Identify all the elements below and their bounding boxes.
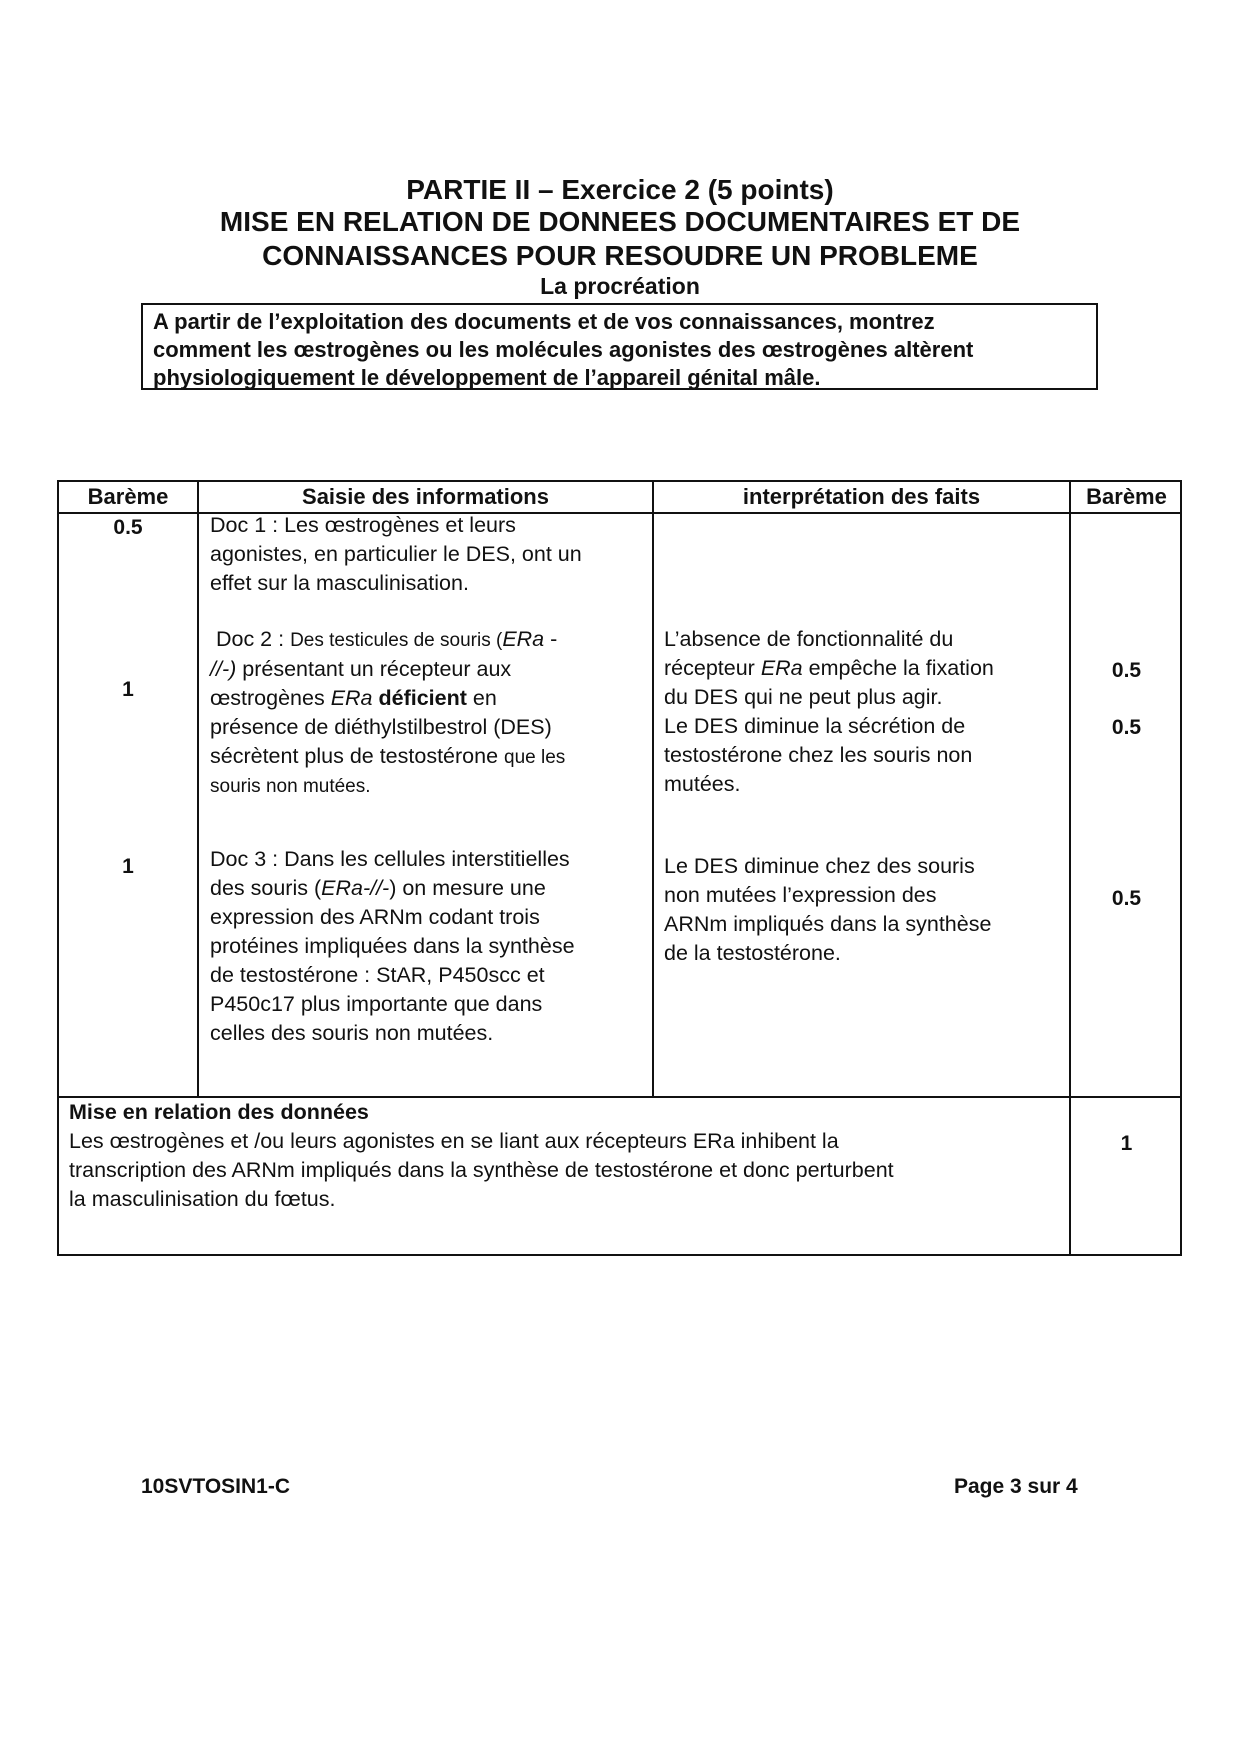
interp-line: testostérone chez les souris non <box>664 743 973 767</box>
interp-line: L’absence de fonctionnalité du <box>664 627 954 651</box>
task-line: A partir de l’exploitation des documents et de vos connaissances, montrez <box>153 309 935 334</box>
doc2-line: souris non mutées. <box>210 776 371 797</box>
doc3-line: des souris (ERa-//-) on mesure une <box>210 876 546 900</box>
score-synthesis: 1 <box>1120 1132 1133 1155</box>
synthesis-text <box>69 1098 1064 1214</box>
doc2-line: Doc 2 : Des testicules de souris (ERa - <box>210 627 558 651</box>
subtitle-line-2: CONNAISSANCES POUR RESOUDRE UN PROBLEME <box>262 240 978 271</box>
doc2-line: œstrogènes ERa déficient en <box>210 686 497 710</box>
doc3-line: expression des ARNm codant trois <box>210 905 540 929</box>
interp-line: Le DES diminue chez des souris <box>664 854 975 878</box>
synthesis-line: Les œstrogènes et /ou leurs agonistes en se liant aux récepteurs ERa inhibent la <box>69 1129 839 1153</box>
doc3-line: de testostérone : StAR, P450scc et <box>210 963 545 987</box>
task-line: physiologiquement le développement de l’appareil génital mâle. <box>153 365 821 390</box>
interp-line: Le DES diminue la sécrétion de <box>664 714 966 738</box>
doc1-text <box>210 511 650 598</box>
score-doc2-a: 0.5 <box>1111 659 1142 682</box>
synthesis-line: la masculinisation du fœtus. <box>69 1187 336 1211</box>
interp-line: ARNm impliqués dans la synthèse <box>664 912 992 936</box>
column-divider <box>652 482 654 1096</box>
page-number: Page 3 sur 4 <box>954 1475 1078 1498</box>
document-code: 10SVTOSIN1-C <box>141 1475 290 1498</box>
doc2-interpretation <box>664 625 1064 799</box>
part-title: PARTIE II – Exercice 2 (5 points) <box>406 174 834 205</box>
grading-table <box>57 480 1182 1256</box>
header-saisie: Saisie des informations <box>302 484 549 509</box>
score-doc3: 1 <box>122 855 134 878</box>
score-doc2: 1 <box>122 678 134 701</box>
doc3-line: celles des souris non mutées. <box>210 1021 494 1045</box>
column-divider <box>197 482 199 1096</box>
doc3-interpretation <box>664 852 1064 968</box>
doc1-line: Doc 1 : Les œstrogènes et leurs <box>210 513 516 537</box>
doc3-text <box>210 845 650 1048</box>
interp-line: du DES qui ne peut plus agir. <box>664 685 943 709</box>
interp-line: de la testostérone. <box>664 941 841 965</box>
synthesis-title: Mise en relation des données <box>69 1100 369 1124</box>
header-interpretation: interprétation des faits <box>742 484 981 509</box>
score-doc3-right: 0.5 <box>1111 887 1142 910</box>
interp-line: récepteur ERa empêche la fixation <box>664 656 994 680</box>
doc3-line: protéines impliquées dans la synthèse <box>210 934 575 958</box>
header-bareme-right: Barème <box>1086 484 1167 509</box>
score-doc2-b: 0.5 <box>1111 716 1142 739</box>
doc3-line: Doc 3 : Dans les cellules interstitielles <box>210 847 570 871</box>
theme-title: La procréation <box>540 273 700 299</box>
synthesis-line: transcription des ARNm impliqués dans la synthèse de testostérone et donc perturbent <box>69 1158 894 1182</box>
doc2-text <box>210 625 650 801</box>
interp-line: mutées. <box>664 772 741 796</box>
doc2-line: //-) présentant un récepteur aux <box>210 657 512 681</box>
doc1-line: agonistes, en particulier le DES, ont un <box>210 542 582 566</box>
doc2-line: sécrètent plus de testostérone que les <box>210 744 566 768</box>
subtitle-line-1: MISE EN RELATION DE DONNEES DOCUMENTAIRES ET DE <box>219 206 1021 237</box>
doc1-line: effet sur la masculinisation. <box>210 571 469 595</box>
header-bareme-left: Barème <box>87 484 169 509</box>
score-doc1: 0.5 <box>113 516 143 539</box>
task-line: comment les œstrogènes ou les molécules agonistes des œstrogènes altèrent <box>153 337 974 362</box>
doc3-line: P450c17 plus importante que dans <box>210 992 543 1016</box>
doc2-line: présence de diéthylstilbestrol (DES) <box>210 715 552 739</box>
task-box <box>141 303 1098 390</box>
interp-line: non mutées l’expression des <box>664 883 937 907</box>
